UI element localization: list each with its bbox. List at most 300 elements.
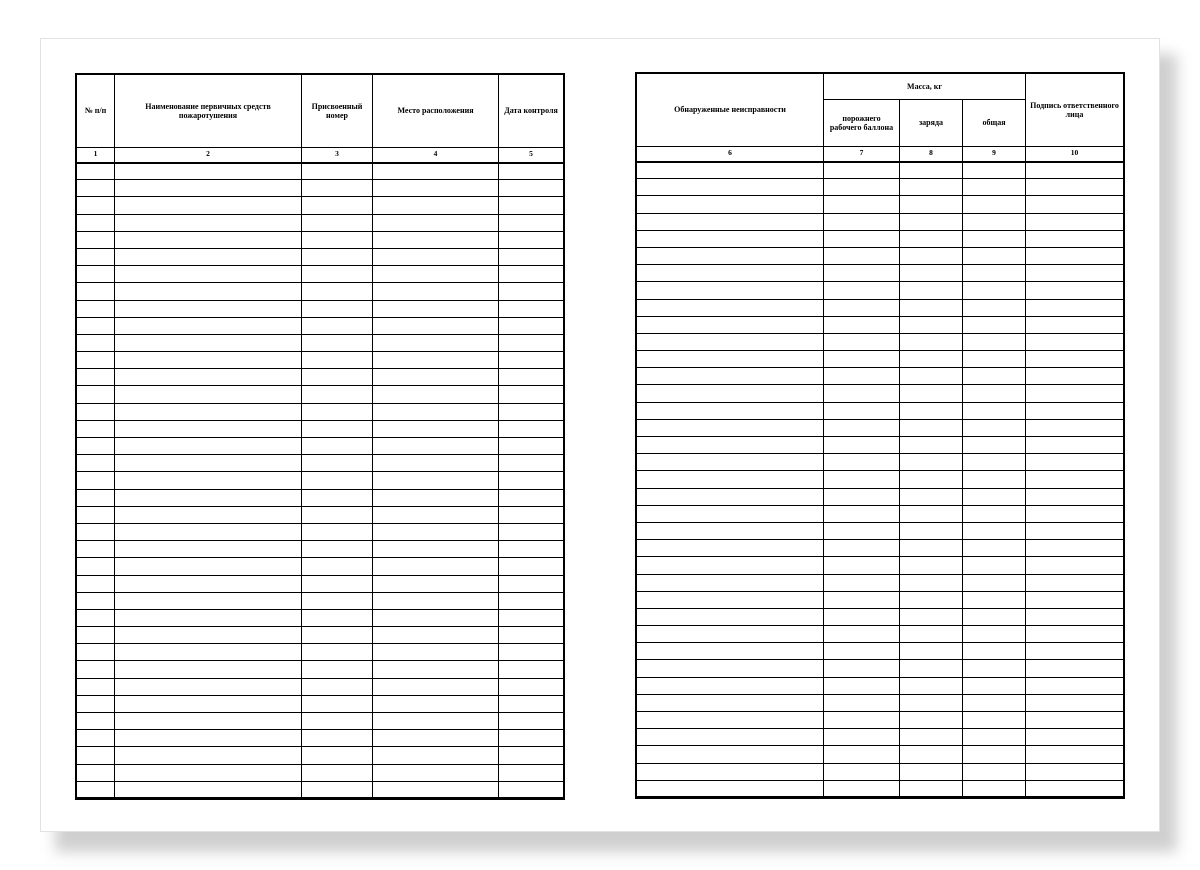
blank-cell — [963, 522, 1026, 539]
blank-cell — [1026, 196, 1124, 213]
table-row — [77, 730, 564, 747]
blank-cell — [115, 541, 302, 558]
blank-cell — [373, 163, 499, 180]
blank-cell — [1026, 162, 1124, 179]
table-row — [77, 386, 564, 403]
blank-cell — [302, 489, 373, 506]
blank-cell — [373, 317, 499, 334]
blank-cell — [963, 540, 1026, 557]
blank-cell — [373, 180, 499, 197]
blank-cell — [77, 592, 115, 609]
blank-cell — [499, 317, 564, 334]
blank-cell — [302, 352, 373, 369]
blank-cell — [373, 489, 499, 506]
blank-cell — [77, 764, 115, 781]
table-row — [77, 163, 564, 180]
blank-cell — [302, 438, 373, 455]
blank-cell — [115, 352, 302, 369]
blank-cell — [637, 574, 824, 591]
blank-cell — [824, 626, 900, 643]
blank-cell — [499, 678, 564, 695]
blank-cell — [1026, 247, 1124, 264]
blank-cell — [824, 333, 900, 350]
blank-cell — [77, 352, 115, 369]
blank-cell — [373, 352, 499, 369]
blank-cell — [302, 523, 373, 540]
table-row — [637, 471, 1124, 488]
table-row — [77, 747, 564, 764]
blank-cell — [77, 369, 115, 386]
blank-cell — [77, 266, 115, 283]
blank-cell — [1026, 368, 1124, 385]
table-row — [77, 523, 564, 540]
header-signature: Подпись ответственного лица — [1026, 74, 1124, 147]
blank-cell — [499, 283, 564, 300]
blank-cell — [900, 265, 963, 282]
blank-cell — [1026, 230, 1124, 247]
table-row — [77, 489, 564, 506]
blank-cell — [637, 746, 824, 763]
header-equipment-name: Наименование первичных средств пожаротушения — [115, 75, 302, 148]
blank-cell — [499, 695, 564, 712]
blank-cell — [115, 713, 302, 730]
blank-cell — [373, 747, 499, 764]
table-row — [637, 677, 1124, 694]
table-row — [637, 385, 1124, 402]
blank-cell — [1026, 557, 1124, 574]
blank-cell — [302, 369, 373, 386]
blank-cell — [115, 644, 302, 661]
table-row — [77, 231, 564, 248]
blank-cell — [1026, 608, 1124, 625]
blank-cell — [963, 265, 1026, 282]
blank-cell — [637, 488, 824, 505]
blank-cell — [963, 677, 1026, 694]
table-row — [77, 661, 564, 678]
blank-cell — [900, 574, 963, 591]
blank-cell — [115, 403, 302, 420]
blank-cell — [115, 523, 302, 540]
blank-cell — [824, 522, 900, 539]
blank-cell — [637, 557, 824, 574]
blank-cell — [637, 643, 824, 660]
blank-cell — [373, 438, 499, 455]
header-mass: Масса, кг — [824, 74, 1026, 100]
blank-cell — [77, 163, 115, 180]
blank-cell — [499, 231, 564, 248]
table-row — [637, 282, 1124, 299]
blank-cell — [637, 265, 824, 282]
blank-cell — [373, 627, 499, 644]
blank-cell — [77, 197, 115, 214]
table-row — [77, 197, 564, 214]
blank-cell — [499, 730, 564, 747]
blank-cell — [637, 282, 824, 299]
table-row — [637, 419, 1124, 436]
blank-cell — [499, 781, 564, 798]
blank-cell — [499, 369, 564, 386]
header-location: Место расположения — [373, 75, 499, 148]
blank-cell — [373, 592, 499, 609]
blank-cell — [302, 455, 373, 472]
blank-cell — [499, 214, 564, 231]
blank-cell — [302, 764, 373, 781]
blank-cell — [115, 180, 302, 197]
blank-cell — [115, 575, 302, 592]
blank-cell — [824, 574, 900, 591]
blank-cell — [1026, 540, 1124, 557]
blank-cell — [77, 661, 115, 678]
blank-cell — [115, 420, 302, 437]
table-row — [77, 506, 564, 523]
blank-cell — [1026, 505, 1124, 522]
blank-cell — [900, 437, 963, 454]
blank-cell — [963, 574, 1026, 591]
blank-cell — [637, 694, 824, 711]
blank-cell — [115, 300, 302, 317]
blank-cell — [115, 386, 302, 403]
blank-cell — [1026, 299, 1124, 316]
blank-cell — [115, 627, 302, 644]
blank-cell — [499, 300, 564, 317]
blank-cell — [1026, 282, 1124, 299]
left-table-body — [77, 163, 564, 799]
table-row — [637, 299, 1124, 316]
blank-cell — [824, 763, 900, 780]
blank-cell — [824, 316, 900, 333]
blank-cell — [963, 712, 1026, 729]
blank-cell — [637, 608, 824, 625]
blank-cell — [373, 678, 499, 695]
blank-cell — [373, 523, 499, 540]
blank-cell — [824, 677, 900, 694]
blank-cell — [77, 627, 115, 644]
blank-cell — [499, 644, 564, 661]
blank-cell — [1026, 316, 1124, 333]
blank-cell — [824, 540, 900, 557]
table-row — [77, 781, 564, 798]
header-assigned-number: Присвоенный номер — [302, 75, 373, 148]
blank-cell — [373, 472, 499, 489]
header-row-number: № п/п — [77, 75, 115, 148]
blank-cell — [77, 609, 115, 626]
blank-cell — [499, 764, 564, 781]
blank-cell — [963, 230, 1026, 247]
blank-cell — [900, 694, 963, 711]
blank-cell — [499, 713, 564, 730]
blank-cell — [637, 712, 824, 729]
blank-cell — [499, 403, 564, 420]
blank-cell — [637, 471, 824, 488]
blank-cell — [637, 299, 824, 316]
header-mass-charge: заряда — [900, 100, 963, 147]
blank-cell — [302, 163, 373, 180]
blank-cell — [115, 695, 302, 712]
table-row — [77, 334, 564, 351]
blank-cell — [900, 471, 963, 488]
blank-cell — [963, 402, 1026, 419]
blank-cell — [637, 368, 824, 385]
blank-cell — [499, 661, 564, 678]
blank-cell — [1026, 626, 1124, 643]
blank-cell — [963, 763, 1026, 780]
blank-cell — [373, 197, 499, 214]
blank-cell — [900, 540, 963, 557]
blank-cell — [373, 214, 499, 231]
blank-cell — [900, 505, 963, 522]
blank-cell — [373, 266, 499, 283]
blank-cell — [373, 575, 499, 592]
blank-cell — [373, 730, 499, 747]
blank-cell — [115, 678, 302, 695]
blank-cell — [302, 214, 373, 231]
table-row — [77, 592, 564, 609]
blank-cell — [499, 248, 564, 265]
table-row — [77, 180, 564, 197]
blank-cell — [824, 213, 900, 230]
blank-cell — [900, 351, 963, 368]
table-row — [637, 505, 1124, 522]
blank-cell — [824, 505, 900, 522]
blank-cell — [824, 437, 900, 454]
blank-cell — [963, 454, 1026, 471]
blank-cell — [900, 454, 963, 471]
blank-cell — [115, 472, 302, 489]
blank-cell — [115, 163, 302, 180]
blank-cell — [900, 712, 963, 729]
table-row — [77, 283, 564, 300]
blank-cell — [824, 265, 900, 282]
blank-cell — [499, 523, 564, 540]
column-number: 3 — [302, 148, 373, 163]
blank-cell — [77, 781, 115, 798]
blank-cell — [115, 197, 302, 214]
table-row — [77, 300, 564, 317]
blank-cell — [115, 283, 302, 300]
table-row — [637, 729, 1124, 746]
blank-cell — [900, 230, 963, 247]
table-row — [637, 454, 1124, 471]
blank-cell — [1026, 385, 1124, 402]
blank-cell — [302, 248, 373, 265]
blank-cell — [637, 230, 824, 247]
blank-cell — [115, 231, 302, 248]
blank-cell — [1026, 677, 1124, 694]
blank-cell — [499, 438, 564, 455]
blank-cell — [1026, 471, 1124, 488]
blank-cell — [900, 333, 963, 350]
blank-cell — [900, 780, 963, 797]
blank-cell — [302, 558, 373, 575]
blank-cell — [77, 558, 115, 575]
blank-cell — [637, 196, 824, 213]
blank-cell — [963, 643, 1026, 660]
blank-cell — [302, 317, 373, 334]
blank-cell — [900, 213, 963, 230]
blank-cell — [963, 694, 1026, 711]
blank-cell — [824, 419, 900, 436]
blank-cell — [77, 438, 115, 455]
blank-cell — [900, 179, 963, 196]
column-number: 1 — [77, 148, 115, 163]
blank-cell — [824, 368, 900, 385]
blank-cell — [373, 644, 499, 661]
blank-cell — [373, 695, 499, 712]
blank-cell — [1026, 488, 1124, 505]
table-row — [77, 644, 564, 661]
table-row — [637, 316, 1124, 333]
blank-cell — [824, 299, 900, 316]
blank-cell — [373, 781, 499, 798]
blank-cell — [637, 780, 824, 797]
blank-cell — [302, 180, 373, 197]
blank-cell — [1026, 402, 1124, 419]
blank-cell — [963, 780, 1026, 797]
blank-cell — [77, 730, 115, 747]
blank-cell — [499, 609, 564, 626]
blank-cell — [1026, 780, 1124, 797]
blank-cell — [824, 488, 900, 505]
blank-cell — [637, 540, 824, 557]
table-row — [637, 437, 1124, 454]
blank-cell — [302, 472, 373, 489]
blank-cell — [824, 162, 900, 179]
blank-cell — [1026, 729, 1124, 746]
blank-cell — [77, 713, 115, 730]
blank-cell — [302, 781, 373, 798]
blank-cell — [499, 180, 564, 197]
blank-cell — [963, 729, 1026, 746]
blank-cell — [115, 214, 302, 231]
left-page-table — [76, 74, 564, 799]
blank-cell — [302, 627, 373, 644]
blank-cell — [824, 591, 900, 608]
blank-cell — [637, 522, 824, 539]
blank-cell — [302, 197, 373, 214]
header-faults: Обнаруженные неисправности — [637, 74, 824, 147]
table-row — [637, 162, 1124, 179]
blank-cell — [77, 231, 115, 248]
blank-cell — [499, 506, 564, 523]
table-row — [77, 352, 564, 369]
blank-cell — [115, 248, 302, 265]
table-row — [637, 660, 1124, 677]
blank-cell — [1026, 437, 1124, 454]
blank-cell — [637, 729, 824, 746]
table-row — [77, 541, 564, 558]
table-row — [637, 196, 1124, 213]
blank-cell — [499, 592, 564, 609]
blank-cell — [900, 247, 963, 264]
blank-cell — [963, 213, 1026, 230]
blank-cell — [373, 334, 499, 351]
blank-cell — [900, 488, 963, 505]
blank-cell — [499, 455, 564, 472]
blank-cell — [373, 369, 499, 386]
blank-cell — [499, 386, 564, 403]
blank-cell — [900, 162, 963, 179]
blank-cell — [499, 352, 564, 369]
blank-cell — [963, 333, 1026, 350]
right-table-body — [637, 162, 1124, 798]
blank-cell — [637, 351, 824, 368]
blank-cell — [824, 729, 900, 746]
blank-cell — [302, 747, 373, 764]
blank-cell — [824, 179, 900, 196]
blank-cell — [373, 283, 499, 300]
column-number: 8 — [900, 147, 963, 162]
blank-cell — [900, 196, 963, 213]
table-row — [637, 522, 1124, 539]
blank-cell — [900, 763, 963, 780]
blank-cell — [302, 386, 373, 403]
blank-cell — [900, 643, 963, 660]
blank-cell — [499, 489, 564, 506]
blank-cell — [77, 541, 115, 558]
blank-cell — [373, 403, 499, 420]
blank-cell — [499, 197, 564, 214]
blank-cell — [302, 644, 373, 661]
blank-cell — [302, 334, 373, 351]
blank-cell — [900, 677, 963, 694]
blank-cell — [900, 316, 963, 333]
blank-cell — [637, 591, 824, 608]
blank-cell — [302, 420, 373, 437]
blank-cell — [115, 730, 302, 747]
table-row — [637, 557, 1124, 574]
table-row — [637, 247, 1124, 264]
blank-cell — [963, 299, 1026, 316]
blank-cell — [77, 644, 115, 661]
table-row — [637, 333, 1124, 350]
blank-cell — [373, 248, 499, 265]
table-row — [637, 540, 1124, 557]
blank-cell — [302, 695, 373, 712]
blank-cell — [963, 419, 1026, 436]
blank-cell — [373, 231, 499, 248]
table-row — [637, 763, 1124, 780]
blank-cell — [373, 420, 499, 437]
blank-cell — [499, 627, 564, 644]
table-row — [77, 764, 564, 781]
blank-cell — [637, 626, 824, 643]
blank-cell — [637, 333, 824, 350]
blank-cell — [302, 266, 373, 283]
table-row — [637, 213, 1124, 230]
blank-cell — [77, 523, 115, 540]
blank-cell — [900, 608, 963, 625]
blank-cell — [963, 660, 1026, 677]
blank-cell — [373, 506, 499, 523]
blank-cell — [900, 419, 963, 436]
table-row — [637, 488, 1124, 505]
blank-cell — [963, 162, 1026, 179]
blank-cell — [963, 488, 1026, 505]
blank-cell — [637, 247, 824, 264]
blank-cell — [302, 300, 373, 317]
table-row — [637, 230, 1124, 247]
blank-cell — [1026, 643, 1124, 660]
blank-cell — [637, 419, 824, 436]
table-row — [637, 265, 1124, 282]
blank-cell — [824, 780, 900, 797]
blank-cell — [963, 746, 1026, 763]
blank-cell — [115, 266, 302, 283]
blank-cell — [963, 608, 1026, 625]
header-mass-empty-cylinder: порожнего рабочего баллона — [824, 100, 900, 147]
blank-cell — [302, 713, 373, 730]
blank-cell — [1026, 351, 1124, 368]
